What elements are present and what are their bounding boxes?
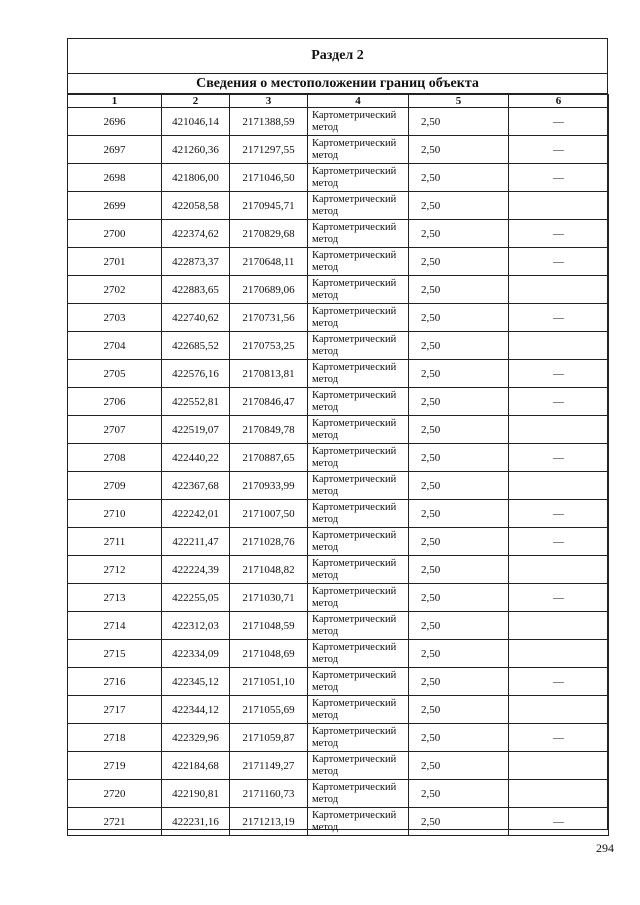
accuracy-value: 2,50 bbox=[409, 472, 509, 500]
coordinate-y: 2170945,71 bbox=[230, 192, 308, 220]
coordinate-x: 422873,37 bbox=[162, 248, 230, 276]
accuracy-value: 2,50 bbox=[409, 808, 509, 836]
page-number: 294 bbox=[596, 841, 614, 855]
coordinate-x: 422224,39 bbox=[162, 556, 230, 584]
column-6-value bbox=[509, 528, 609, 556]
coordinate-x: 422344,12 bbox=[162, 696, 230, 724]
coordinate-x: 422334,09 bbox=[162, 640, 230, 668]
coordinate-x: 422685,52 bbox=[162, 332, 230, 360]
table-row bbox=[68, 220, 609, 248]
dash-mark: — bbox=[553, 255, 564, 268]
column-number: 5 bbox=[409, 95, 509, 108]
dash-mark: — bbox=[553, 115, 564, 128]
coordinate-y: 2171297,55 bbox=[230, 136, 308, 164]
point-number: 2705 bbox=[68, 360, 162, 388]
column-6-value bbox=[509, 332, 609, 360]
coordinate-x: 422345,12 bbox=[162, 668, 230, 696]
table-row bbox=[68, 612, 609, 640]
determination-method: Картометрический метод bbox=[308, 472, 409, 500]
coordinate-x: 421260,36 bbox=[162, 136, 230, 164]
column-6-value bbox=[509, 724, 609, 752]
accuracy-value: 2,50 bbox=[409, 388, 509, 416]
coordinate-x: 422231,16 bbox=[162, 808, 230, 836]
column-number: 6 bbox=[509, 95, 609, 108]
accuracy-value: 2,50 bbox=[409, 444, 509, 472]
point-number: 2699 bbox=[68, 192, 162, 220]
coordinate-y: 2171048,82 bbox=[230, 556, 308, 584]
dash-mark: — bbox=[553, 171, 564, 184]
dash-mark: — bbox=[553, 311, 564, 324]
coordinate-y: 2171048,59 bbox=[230, 612, 308, 640]
coordinate-x: 422883,65 bbox=[162, 276, 230, 304]
table-row bbox=[68, 304, 609, 332]
column-number: 1 bbox=[68, 95, 162, 108]
table-row bbox=[68, 528, 609, 556]
coordinate-y: 2171007,50 bbox=[230, 500, 308, 528]
coordinate-x: 422190,81 bbox=[162, 780, 230, 808]
coordinate-x: 422058,58 bbox=[162, 192, 230, 220]
coordinate-y: 2170933,99 bbox=[230, 472, 308, 500]
coordinate-y: 2171028,76 bbox=[230, 528, 308, 556]
determination-method: Картометрический метод bbox=[308, 304, 409, 332]
table-row bbox=[68, 808, 609, 836]
point-number: 2696 bbox=[68, 108, 162, 136]
dash-mark: — bbox=[553, 507, 564, 520]
accuracy-value: 2,50 bbox=[409, 612, 509, 640]
dash-mark: — bbox=[553, 591, 564, 604]
accuracy-value: 2,50 bbox=[409, 192, 509, 220]
column-number: 3 bbox=[230, 95, 308, 108]
column-6-value bbox=[509, 220, 609, 248]
determination-method: Картометрический метод bbox=[308, 780, 409, 808]
point-number: 2708 bbox=[68, 444, 162, 472]
column-6-value bbox=[509, 136, 609, 164]
dash-mark: — bbox=[553, 815, 564, 828]
accuracy-value: 2,50 bbox=[409, 528, 509, 556]
coordinate-x: 422184,68 bbox=[162, 752, 230, 780]
determination-method: Картометрический метод bbox=[308, 416, 409, 444]
coordinate-y: 2170849,78 bbox=[230, 416, 308, 444]
point-number: 2716 bbox=[68, 668, 162, 696]
determination-method: Картометрический метод bbox=[308, 612, 409, 640]
table-row bbox=[68, 780, 609, 808]
coordinate-x: 422211,47 bbox=[162, 528, 230, 556]
point-number: 2717 bbox=[68, 696, 162, 724]
table-row bbox=[68, 276, 609, 304]
point-number: 2718 bbox=[68, 724, 162, 752]
accuracy-value: 2,50 bbox=[409, 332, 509, 360]
point-number: 2720 bbox=[68, 780, 162, 808]
determination-method: Картометрический метод bbox=[308, 248, 409, 276]
column-6-value bbox=[509, 612, 609, 640]
accuracy-value: 2,50 bbox=[409, 724, 509, 752]
column-6-value bbox=[509, 640, 609, 668]
dash-mark: — bbox=[553, 731, 564, 744]
determination-method: Картометрический метод bbox=[308, 584, 409, 612]
table-row bbox=[68, 360, 609, 388]
point-number: 2703 bbox=[68, 304, 162, 332]
accuracy-value: 2,50 bbox=[409, 668, 509, 696]
point-number: 2700 bbox=[68, 220, 162, 248]
coordinate-x: 422255,05 bbox=[162, 584, 230, 612]
coordinate-x: 422242,01 bbox=[162, 500, 230, 528]
determination-method: Картометрический метод bbox=[308, 752, 409, 780]
determination-method: Картометрический метод bbox=[308, 192, 409, 220]
dash-mark: — bbox=[553, 535, 564, 548]
dash-mark: — bbox=[553, 451, 564, 464]
point-number: 2714 bbox=[68, 612, 162, 640]
point-number: 2709 bbox=[68, 472, 162, 500]
coordinate-y: 2171046,50 bbox=[230, 164, 308, 192]
point-number: 2707 bbox=[68, 416, 162, 444]
table-row bbox=[68, 416, 609, 444]
coordinate-x: 422552,81 bbox=[162, 388, 230, 416]
determination-method: Картометрический метод bbox=[308, 556, 409, 584]
column-6-value bbox=[509, 108, 609, 136]
coordinate-y: 2171213,19 bbox=[230, 808, 308, 836]
point-number: 2698 bbox=[68, 164, 162, 192]
coordinate-y: 2171388,59 bbox=[230, 108, 308, 136]
column-6-value bbox=[509, 360, 609, 388]
boundary-points-table bbox=[67, 94, 609, 836]
coordinate-y: 2170648,11 bbox=[230, 248, 308, 276]
determination-method: Картометрический метод bbox=[308, 696, 409, 724]
section-subtitle: Сведения о местоположении границ объекта bbox=[67, 74, 608, 94]
point-number: 2704 bbox=[68, 332, 162, 360]
table-row bbox=[68, 192, 609, 220]
table-row bbox=[68, 500, 609, 528]
column-6-value bbox=[509, 164, 609, 192]
accuracy-value: 2,50 bbox=[409, 640, 509, 668]
coordinate-y: 2170846,47 bbox=[230, 388, 308, 416]
accuracy-value: 2,50 bbox=[409, 108, 509, 136]
coordinate-x: 421806,00 bbox=[162, 164, 230, 192]
determination-method: Картометрический метод bbox=[308, 276, 409, 304]
column-6-value bbox=[509, 696, 609, 724]
column-6-value bbox=[509, 556, 609, 584]
coordinate-y: 2171051,10 bbox=[230, 668, 308, 696]
coordinate-y: 2170689,06 bbox=[230, 276, 308, 304]
column-6-value bbox=[509, 472, 609, 500]
column-6-value bbox=[509, 808, 609, 836]
table-row bbox=[68, 640, 609, 668]
accuracy-value: 2,50 bbox=[409, 164, 509, 192]
dash-mark: — bbox=[553, 675, 564, 688]
coordinate-x: 422440,22 bbox=[162, 444, 230, 472]
determination-method: Картометрический метод bbox=[308, 332, 409, 360]
table-row bbox=[68, 472, 609, 500]
coordinate-y: 2170731,56 bbox=[230, 304, 308, 332]
table-row bbox=[68, 108, 609, 136]
column-number: 2 bbox=[162, 95, 230, 108]
coordinate-y: 2171160,73 bbox=[230, 780, 308, 808]
column-6-value bbox=[509, 248, 609, 276]
coordinate-y: 2170829,68 bbox=[230, 220, 308, 248]
accuracy-value: 2,50 bbox=[409, 304, 509, 332]
table-row bbox=[68, 584, 609, 612]
point-number: 2713 bbox=[68, 584, 162, 612]
determination-method: Картометрический метод bbox=[308, 220, 409, 248]
determination-method: Картометрический метод bbox=[308, 136, 409, 164]
point-number: 2702 bbox=[68, 276, 162, 304]
coordinate-x: 422519,07 bbox=[162, 416, 230, 444]
column-6-value bbox=[509, 416, 609, 444]
coordinate-y: 2171048,69 bbox=[230, 640, 308, 668]
accuracy-value: 2,50 bbox=[409, 752, 509, 780]
point-number: 2721 bbox=[68, 808, 162, 836]
table-row bbox=[68, 724, 609, 752]
point-number: 2701 bbox=[68, 248, 162, 276]
column-6-value bbox=[509, 780, 609, 808]
table-row bbox=[68, 696, 609, 724]
accuracy-value: 2,50 bbox=[409, 276, 509, 304]
determination-method: Картометрический метод bbox=[308, 164, 409, 192]
column-6-value bbox=[509, 304, 609, 332]
table-row bbox=[68, 752, 609, 780]
point-number: 2697 bbox=[68, 136, 162, 164]
table-row bbox=[68, 164, 609, 192]
point-number: 2711 bbox=[68, 528, 162, 556]
coordinate-y: 2171055,69 bbox=[230, 696, 308, 724]
table-row bbox=[68, 388, 609, 416]
determination-method: Картометрический метод bbox=[308, 360, 409, 388]
accuracy-value: 2,50 bbox=[409, 360, 509, 388]
column-number-row bbox=[68, 95, 609, 108]
table-row bbox=[68, 556, 609, 584]
accuracy-value: 2,50 bbox=[409, 416, 509, 444]
column-6-value bbox=[509, 500, 609, 528]
determination-method: Картометрический метод bbox=[308, 108, 409, 136]
determination-method: Картометрический метод bbox=[308, 528, 409, 556]
point-number: 2715 bbox=[68, 640, 162, 668]
coordinate-y: 2171059,87 bbox=[230, 724, 308, 752]
point-number: 2706 bbox=[68, 388, 162, 416]
coordinate-x: 422312,03 bbox=[162, 612, 230, 640]
coordinate-y: 2170753,25 bbox=[230, 332, 308, 360]
determination-method: Картометрический метод bbox=[308, 668, 409, 696]
table-row bbox=[68, 248, 609, 276]
coordinate-y: 2171149,27 bbox=[230, 752, 308, 780]
coordinate-y: 2170887,65 bbox=[230, 444, 308, 472]
accuracy-value: 2,50 bbox=[409, 780, 509, 808]
accuracy-value: 2,50 bbox=[409, 248, 509, 276]
column-6-value bbox=[509, 444, 609, 472]
determination-method: Картометрический метод bbox=[308, 388, 409, 416]
dash-mark: — bbox=[553, 227, 564, 240]
column-6-value bbox=[509, 192, 609, 220]
point-number: 2712 bbox=[68, 556, 162, 584]
accuracy-value: 2,50 bbox=[409, 136, 509, 164]
dash-mark: — bbox=[553, 367, 564, 380]
determination-method: Картометрический метод bbox=[308, 808, 409, 836]
accuracy-value: 2,50 bbox=[409, 220, 509, 248]
column-number: 4 bbox=[308, 95, 409, 108]
dash-mark: — bbox=[553, 395, 564, 408]
coordinate-x: 422367,68 bbox=[162, 472, 230, 500]
column-6-value bbox=[509, 388, 609, 416]
determination-method: Картометрический метод bbox=[308, 724, 409, 752]
determination-method: Картометрический метод bbox=[308, 500, 409, 528]
accuracy-value: 2,50 bbox=[409, 556, 509, 584]
accuracy-value: 2,50 bbox=[409, 696, 509, 724]
determination-method: Картометрический метод bbox=[308, 444, 409, 472]
coordinate-x: 422329,96 bbox=[162, 724, 230, 752]
dash-mark: — bbox=[553, 143, 564, 156]
coordinate-y: 2171030,71 bbox=[230, 584, 308, 612]
table-row bbox=[68, 136, 609, 164]
accuracy-value: 2,50 bbox=[409, 500, 509, 528]
determination-method: Картометрический метод bbox=[308, 640, 409, 668]
accuracy-value: 2,50 bbox=[409, 584, 509, 612]
point-number: 2710 bbox=[68, 500, 162, 528]
coordinate-x: 422576,16 bbox=[162, 360, 230, 388]
coordinate-x: 422374,62 bbox=[162, 220, 230, 248]
table-row bbox=[68, 444, 609, 472]
coordinate-x: 421046,14 bbox=[162, 108, 230, 136]
table-row bbox=[68, 668, 609, 696]
coordinate-x: 422740,62 bbox=[162, 304, 230, 332]
column-6-value bbox=[509, 752, 609, 780]
column-6-value bbox=[509, 276, 609, 304]
point-number: 2719 bbox=[68, 752, 162, 780]
column-6-value bbox=[509, 668, 609, 696]
coordinate-y: 2170813,81 bbox=[230, 360, 308, 388]
column-6-value bbox=[509, 584, 609, 612]
section-title: Раздел 2 bbox=[67, 38, 608, 74]
table-row bbox=[68, 332, 609, 360]
